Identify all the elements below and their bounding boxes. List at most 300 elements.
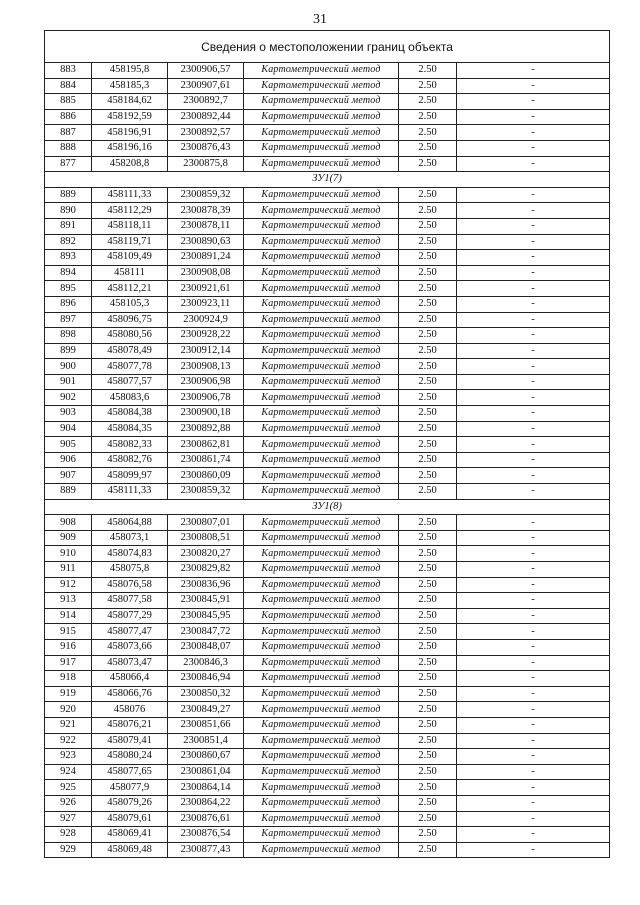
x-coordinate-cell: 458111,33: [92, 484, 168, 500]
x-coordinate-cell: 458077,47: [92, 624, 168, 640]
method-cell: Картометрический метод: [244, 795, 399, 811]
point-number-cell: 897: [45, 312, 92, 328]
point-number-cell: 927: [45, 811, 92, 827]
table-row: [45, 343, 610, 359]
point-number-cell: 920: [45, 702, 92, 718]
method-cell: Картометрический метод: [244, 733, 399, 749]
point-number-cell: 901: [45, 374, 92, 390]
y-coordinate-cell: 2300900,18: [168, 406, 244, 422]
y-coordinate-cell: 2300912,14: [168, 343, 244, 359]
y-coordinate-cell: 2300848,07: [168, 639, 244, 655]
accuracy-cell: 2.50: [399, 94, 457, 110]
accuracy-cell: 2.50: [399, 780, 457, 796]
boundary-coordinates-table: [44, 30, 610, 858]
accuracy-cell: 2.50: [399, 265, 457, 281]
x-coordinate-cell: 458099,97: [92, 468, 168, 484]
point-number-cell: 889: [45, 187, 92, 203]
y-coordinate-cell: 2300851,4: [168, 733, 244, 749]
point-number-cell: 906: [45, 452, 92, 468]
point-number-cell: 915: [45, 624, 92, 640]
description-cell: -: [457, 484, 610, 500]
table-row: [45, 733, 610, 749]
accuracy-cell: 2.50: [399, 515, 457, 531]
table-row: [45, 639, 610, 655]
x-coordinate-cell: 458079,26: [92, 795, 168, 811]
description-cell: -: [457, 343, 610, 359]
point-number-cell: 893: [45, 250, 92, 266]
table-row: [45, 655, 610, 671]
description-cell: -: [457, 468, 610, 484]
y-coordinate-cell: 2300878,39: [168, 203, 244, 219]
x-coordinate-cell: 458077,29: [92, 608, 168, 624]
point-number-cell: 889: [45, 484, 92, 500]
section-header-row: [45, 172, 610, 188]
point-number-cell: 887: [45, 125, 92, 141]
table-row: [45, 811, 610, 827]
accuracy-cell: 2.50: [399, 343, 457, 359]
description-cell: -: [457, 109, 610, 125]
description-cell: -: [457, 156, 610, 172]
table-row: [45, 764, 610, 780]
description-cell: -: [457, 218, 610, 234]
description-cell: -: [457, 624, 610, 640]
point-number-cell: 907: [45, 468, 92, 484]
table-row: [45, 125, 610, 141]
method-cell: Картометрический метод: [244, 63, 399, 79]
point-number-cell: 891: [45, 218, 92, 234]
x-coordinate-cell: 458076,58: [92, 577, 168, 593]
x-coordinate-cell: 458196,91: [92, 125, 168, 141]
accuracy-cell: 2.50: [399, 795, 457, 811]
point-number-cell: 923: [45, 749, 92, 765]
table-row: [45, 608, 610, 624]
x-coordinate-cell: 458118,11: [92, 218, 168, 234]
point-number-cell: 890: [45, 203, 92, 219]
y-coordinate-cell: 2300829,82: [168, 562, 244, 578]
x-coordinate-cell: 458195,8: [92, 63, 168, 79]
x-coordinate-cell: 458084,35: [92, 421, 168, 437]
accuracy-cell: 2.50: [399, 156, 457, 172]
table-row: [45, 624, 610, 640]
description-cell: -: [457, 312, 610, 328]
y-coordinate-cell: 2300847,72: [168, 624, 244, 640]
y-coordinate-cell: 2300928,22: [168, 328, 244, 344]
method-cell: Картометрический метод: [244, 234, 399, 250]
table-row: [45, 827, 610, 843]
description-cell: -: [457, 749, 610, 765]
x-coordinate-cell: 458084,38: [92, 406, 168, 422]
x-coordinate-cell: 458112,21: [92, 281, 168, 297]
point-number-cell: 895: [45, 281, 92, 297]
description-cell: -: [457, 234, 610, 250]
accuracy-cell: 2.50: [399, 374, 457, 390]
accuracy-cell: 2.50: [399, 78, 457, 94]
point-number-cell: 908: [45, 515, 92, 531]
accuracy-cell: 2.50: [399, 406, 457, 422]
method-cell: Картометрический метод: [244, 218, 399, 234]
method-cell: Картометрический метод: [244, 187, 399, 203]
section-header-row: [45, 499, 610, 515]
table-row: [45, 468, 610, 484]
point-number-cell: 910: [45, 546, 92, 562]
point-number-cell: 905: [45, 437, 92, 453]
accuracy-cell: 2.50: [399, 530, 457, 546]
y-coordinate-cell: 2300807,01: [168, 515, 244, 531]
point-number-cell: 877: [45, 156, 92, 172]
y-coordinate-cell: 2300907,61: [168, 78, 244, 94]
y-coordinate-cell: 2300921,61: [168, 281, 244, 297]
x-coordinate-cell: 458076,21: [92, 717, 168, 733]
y-coordinate-cell: 2300845,91: [168, 593, 244, 609]
point-number-cell: 913: [45, 593, 92, 609]
point-number-cell: 917: [45, 655, 92, 671]
accuracy-cell: 2.50: [399, 546, 457, 562]
description-cell: -: [457, 187, 610, 203]
y-coordinate-cell: 2300864,14: [168, 780, 244, 796]
x-coordinate-cell: 458082,76: [92, 452, 168, 468]
accuracy-cell: 2.50: [399, 296, 457, 312]
description-cell: -: [457, 250, 610, 266]
y-coordinate-cell: 2300906,57: [168, 63, 244, 79]
x-coordinate-cell: 458112,29: [92, 203, 168, 219]
table-row: [45, 203, 610, 219]
description-cell: -: [457, 764, 610, 780]
x-coordinate-cell: 458078,49: [92, 343, 168, 359]
accuracy-cell: 2.50: [399, 390, 457, 406]
method-cell: Картометрический метод: [244, 343, 399, 359]
point-number-cell: 924: [45, 764, 92, 780]
method-cell: Картометрический метод: [244, 546, 399, 562]
y-coordinate-cell: 2300906,78: [168, 390, 244, 406]
table-row: [45, 717, 610, 733]
table-row: [45, 686, 610, 702]
description-cell: -: [457, 593, 610, 609]
x-coordinate-cell: 458064,88: [92, 515, 168, 531]
method-cell: Картометрический метод: [244, 702, 399, 718]
method-cell: Картометрический метод: [244, 312, 399, 328]
method-cell: Картометрический метод: [244, 265, 399, 281]
y-coordinate-cell: 2300851,66: [168, 717, 244, 733]
y-coordinate-cell: 2300860,67: [168, 749, 244, 765]
accuracy-cell: 2.50: [399, 125, 457, 141]
accuracy-cell: 2.50: [399, 811, 457, 827]
x-coordinate-cell: 458080,56: [92, 328, 168, 344]
table-row: [45, 78, 610, 94]
boundary-coordinates-sheet: [44, 30, 609, 858]
y-coordinate-cell: 2300876,61: [168, 811, 244, 827]
x-coordinate-cell: 458080,24: [92, 749, 168, 765]
description-cell: -: [457, 359, 610, 375]
method-cell: Картометрический метод: [244, 686, 399, 702]
accuracy-cell: 2.50: [399, 577, 457, 593]
y-coordinate-cell: 2300850,32: [168, 686, 244, 702]
description-cell: -: [457, 546, 610, 562]
accuracy-cell: 2.50: [399, 437, 457, 453]
point-number-cell: 883: [45, 63, 92, 79]
accuracy-cell: 2.50: [399, 109, 457, 125]
table-row: [45, 437, 610, 453]
x-coordinate-cell: 458111,33: [92, 187, 168, 203]
method-cell: Картометрический метод: [244, 109, 399, 125]
table-row: [45, 593, 610, 609]
x-coordinate-cell: 458208,8: [92, 156, 168, 172]
y-coordinate-cell: 2300878,11: [168, 218, 244, 234]
x-coordinate-cell: 458069,48: [92, 842, 168, 858]
method-cell: Картометрический метод: [244, 608, 399, 624]
table-row: [45, 546, 610, 562]
description-cell: -: [457, 203, 610, 219]
table-row: [45, 702, 610, 718]
section-label: ЗУ1(8): [45, 499, 610, 515]
y-coordinate-cell: 2300875,8: [168, 156, 244, 172]
x-coordinate-cell: 458079,61: [92, 811, 168, 827]
method-cell: Картометрический метод: [244, 421, 399, 437]
method-cell: Картометрический метод: [244, 281, 399, 297]
point-number-cell: 885: [45, 94, 92, 110]
point-number-cell: 912: [45, 577, 92, 593]
point-number-cell: 902: [45, 390, 92, 406]
accuracy-cell: 2.50: [399, 250, 457, 266]
table-row: [45, 265, 610, 281]
description-cell: -: [457, 63, 610, 79]
method-cell: Картометрический метод: [244, 359, 399, 375]
point-number-cell: 922: [45, 733, 92, 749]
x-coordinate-cell: 458184,62: [92, 94, 168, 110]
method-cell: Картометрический метод: [244, 78, 399, 94]
description-cell: -: [457, 374, 610, 390]
x-coordinate-cell: 458096,75: [92, 312, 168, 328]
method-cell: Картометрический метод: [244, 390, 399, 406]
method-cell: Картометрический метод: [244, 639, 399, 655]
point-number-cell: 896: [45, 296, 92, 312]
method-cell: Картометрический метод: [244, 842, 399, 858]
description-cell: -: [457, 281, 610, 297]
description-cell: -: [457, 265, 610, 281]
method-cell: Картометрический метод: [244, 452, 399, 468]
table-row: [45, 577, 610, 593]
point-number-cell: 884: [45, 78, 92, 94]
x-coordinate-cell: 458077,78: [92, 359, 168, 375]
x-coordinate-cell: 458105,3: [92, 296, 168, 312]
y-coordinate-cell: 2300860,09: [168, 468, 244, 484]
y-coordinate-cell: 2300892,57: [168, 125, 244, 141]
description-cell: -: [457, 671, 610, 687]
point-number-cell: 903: [45, 406, 92, 422]
x-coordinate-cell: 458077,57: [92, 374, 168, 390]
x-coordinate-cell: 458073,1: [92, 530, 168, 546]
accuracy-cell: 2.50: [399, 312, 457, 328]
accuracy-cell: 2.50: [399, 639, 457, 655]
point-number-cell: 894: [45, 265, 92, 281]
y-coordinate-cell: 2300849,27: [168, 702, 244, 718]
x-coordinate-cell: 458119,71: [92, 234, 168, 250]
method-cell: Картометрический метод: [244, 468, 399, 484]
method-cell: Картометрический метод: [244, 515, 399, 531]
table-row: [45, 406, 610, 422]
y-coordinate-cell: 2300836,96: [168, 577, 244, 593]
table-body: [45, 31, 610, 858]
description-cell: -: [457, 717, 610, 733]
table-row: [45, 312, 610, 328]
accuracy-cell: 2.50: [399, 468, 457, 484]
x-coordinate-cell: 458075,8: [92, 562, 168, 578]
point-number-cell: 916: [45, 639, 92, 655]
description-cell: -: [457, 780, 610, 796]
accuracy-cell: 2.50: [399, 140, 457, 156]
y-coordinate-cell: 2300808,51: [168, 530, 244, 546]
point-number-cell: 928: [45, 827, 92, 843]
x-coordinate-cell: 458077,9: [92, 780, 168, 796]
table-row: [45, 484, 610, 500]
accuracy-cell: 2.50: [399, 593, 457, 609]
table-row: [45, 390, 610, 406]
page-number: 31: [313, 12, 327, 27]
accuracy-cell: 2.50: [399, 686, 457, 702]
y-coordinate-cell: 2300892,44: [168, 109, 244, 125]
description-cell: -: [457, 515, 610, 531]
x-coordinate-cell: 458192,59: [92, 109, 168, 125]
method-cell: Картометрический метод: [244, 749, 399, 765]
accuracy-cell: 2.50: [399, 187, 457, 203]
description-cell: -: [457, 811, 610, 827]
method-cell: Картометрический метод: [244, 250, 399, 266]
method-cell: Картометрический метод: [244, 827, 399, 843]
table-row: [45, 234, 610, 250]
point-number-cell: 899: [45, 343, 92, 359]
x-coordinate-cell: 458066,4: [92, 671, 168, 687]
description-cell: -: [457, 406, 610, 422]
table-row: [45, 281, 610, 297]
table-row: [45, 842, 610, 858]
accuracy-cell: 2.50: [399, 562, 457, 578]
point-number-cell: 886: [45, 109, 92, 125]
table-row: [45, 94, 610, 110]
description-cell: -: [457, 702, 610, 718]
accuracy-cell: 2.50: [399, 624, 457, 640]
description-cell: -: [457, 421, 610, 437]
y-coordinate-cell: 2300906,98: [168, 374, 244, 390]
section-label: ЗУ1(7): [45, 172, 610, 188]
y-coordinate-cell: 2300845,95: [168, 608, 244, 624]
accuracy-cell: 2.50: [399, 842, 457, 858]
method-cell: Картометрический метод: [244, 156, 399, 172]
point-number-cell: 898: [45, 328, 92, 344]
x-coordinate-cell: 458077,65: [92, 764, 168, 780]
point-number-cell: 918: [45, 671, 92, 687]
table-row: [45, 374, 610, 390]
table-title-row: [45, 31, 610, 63]
y-coordinate-cell: 2300861,74: [168, 452, 244, 468]
description-cell: -: [457, 390, 610, 406]
x-coordinate-cell: 458066,76: [92, 686, 168, 702]
table-row: [45, 530, 610, 546]
method-cell: Картометрический метод: [244, 484, 399, 500]
table-row: [45, 140, 610, 156]
method-cell: Картометрический метод: [244, 764, 399, 780]
description-cell: -: [457, 78, 610, 94]
x-coordinate-cell: 458079,41: [92, 733, 168, 749]
table-row: [45, 218, 610, 234]
table-row: [45, 795, 610, 811]
description-cell: -: [457, 842, 610, 858]
point-number-cell: 914: [45, 608, 92, 624]
table-row: [45, 250, 610, 266]
y-coordinate-cell: 2300908,08: [168, 265, 244, 281]
description-cell: -: [457, 562, 610, 578]
point-number-cell: 925: [45, 780, 92, 796]
y-coordinate-cell: 2300846,94: [168, 671, 244, 687]
accuracy-cell: 2.50: [399, 328, 457, 344]
method-cell: Картометрический метод: [244, 655, 399, 671]
y-coordinate-cell: 2300892,7: [168, 94, 244, 110]
point-number-cell: 911: [45, 562, 92, 578]
table-row: [45, 780, 610, 796]
description-cell: -: [457, 125, 610, 141]
method-cell: Картометрический метод: [244, 530, 399, 546]
x-coordinate-cell: 458077,58: [92, 593, 168, 609]
table-title: Сведения о местоположении границ объекта: [45, 31, 610, 63]
point-number-cell: 888: [45, 140, 92, 156]
description-cell: -: [457, 686, 610, 702]
accuracy-cell: 2.50: [399, 359, 457, 375]
method-cell: Картометрический метод: [244, 328, 399, 344]
accuracy-cell: 2.50: [399, 234, 457, 250]
table-row: [45, 671, 610, 687]
description-cell: -: [457, 577, 610, 593]
table-row: [45, 63, 610, 79]
table-row: [45, 156, 610, 172]
description-cell: -: [457, 608, 610, 624]
accuracy-cell: 2.50: [399, 717, 457, 733]
point-number-cell: 926: [45, 795, 92, 811]
description-cell: -: [457, 328, 610, 344]
accuracy-cell: 2.50: [399, 733, 457, 749]
y-coordinate-cell: 2300892,88: [168, 421, 244, 437]
y-coordinate-cell: 2300924,9: [168, 312, 244, 328]
y-coordinate-cell: 2300862,81: [168, 437, 244, 453]
method-cell: Картометрический метод: [244, 374, 399, 390]
method-cell: Картометрический метод: [244, 562, 399, 578]
point-number-cell: 892: [45, 234, 92, 250]
table-row: [45, 749, 610, 765]
point-number-cell: 919: [45, 686, 92, 702]
method-cell: Картометрический метод: [244, 671, 399, 687]
accuracy-cell: 2.50: [399, 63, 457, 79]
description-cell: -: [457, 452, 610, 468]
method-cell: Картометрический метод: [244, 125, 399, 141]
method-cell: Картометрический метод: [244, 437, 399, 453]
x-coordinate-cell: 458111: [92, 265, 168, 281]
y-coordinate-cell: 2300864,22: [168, 795, 244, 811]
accuracy-cell: 2.50: [399, 827, 457, 843]
y-coordinate-cell: 2300908,13: [168, 359, 244, 375]
method-cell: Картометрический метод: [244, 203, 399, 219]
table-row: [45, 296, 610, 312]
table-row: [45, 421, 610, 437]
description-cell: -: [457, 827, 610, 843]
description-cell: -: [457, 296, 610, 312]
method-cell: Картометрический метод: [244, 624, 399, 640]
accuracy-cell: 2.50: [399, 484, 457, 500]
description-cell: -: [457, 530, 610, 546]
y-coordinate-cell: 2300876,43: [168, 140, 244, 156]
method-cell: Картометрический метод: [244, 140, 399, 156]
x-coordinate-cell: 458082,33: [92, 437, 168, 453]
table-row: [45, 452, 610, 468]
method-cell: Картометрический метод: [244, 577, 399, 593]
accuracy-cell: 2.50: [399, 218, 457, 234]
method-cell: Картометрический метод: [244, 811, 399, 827]
